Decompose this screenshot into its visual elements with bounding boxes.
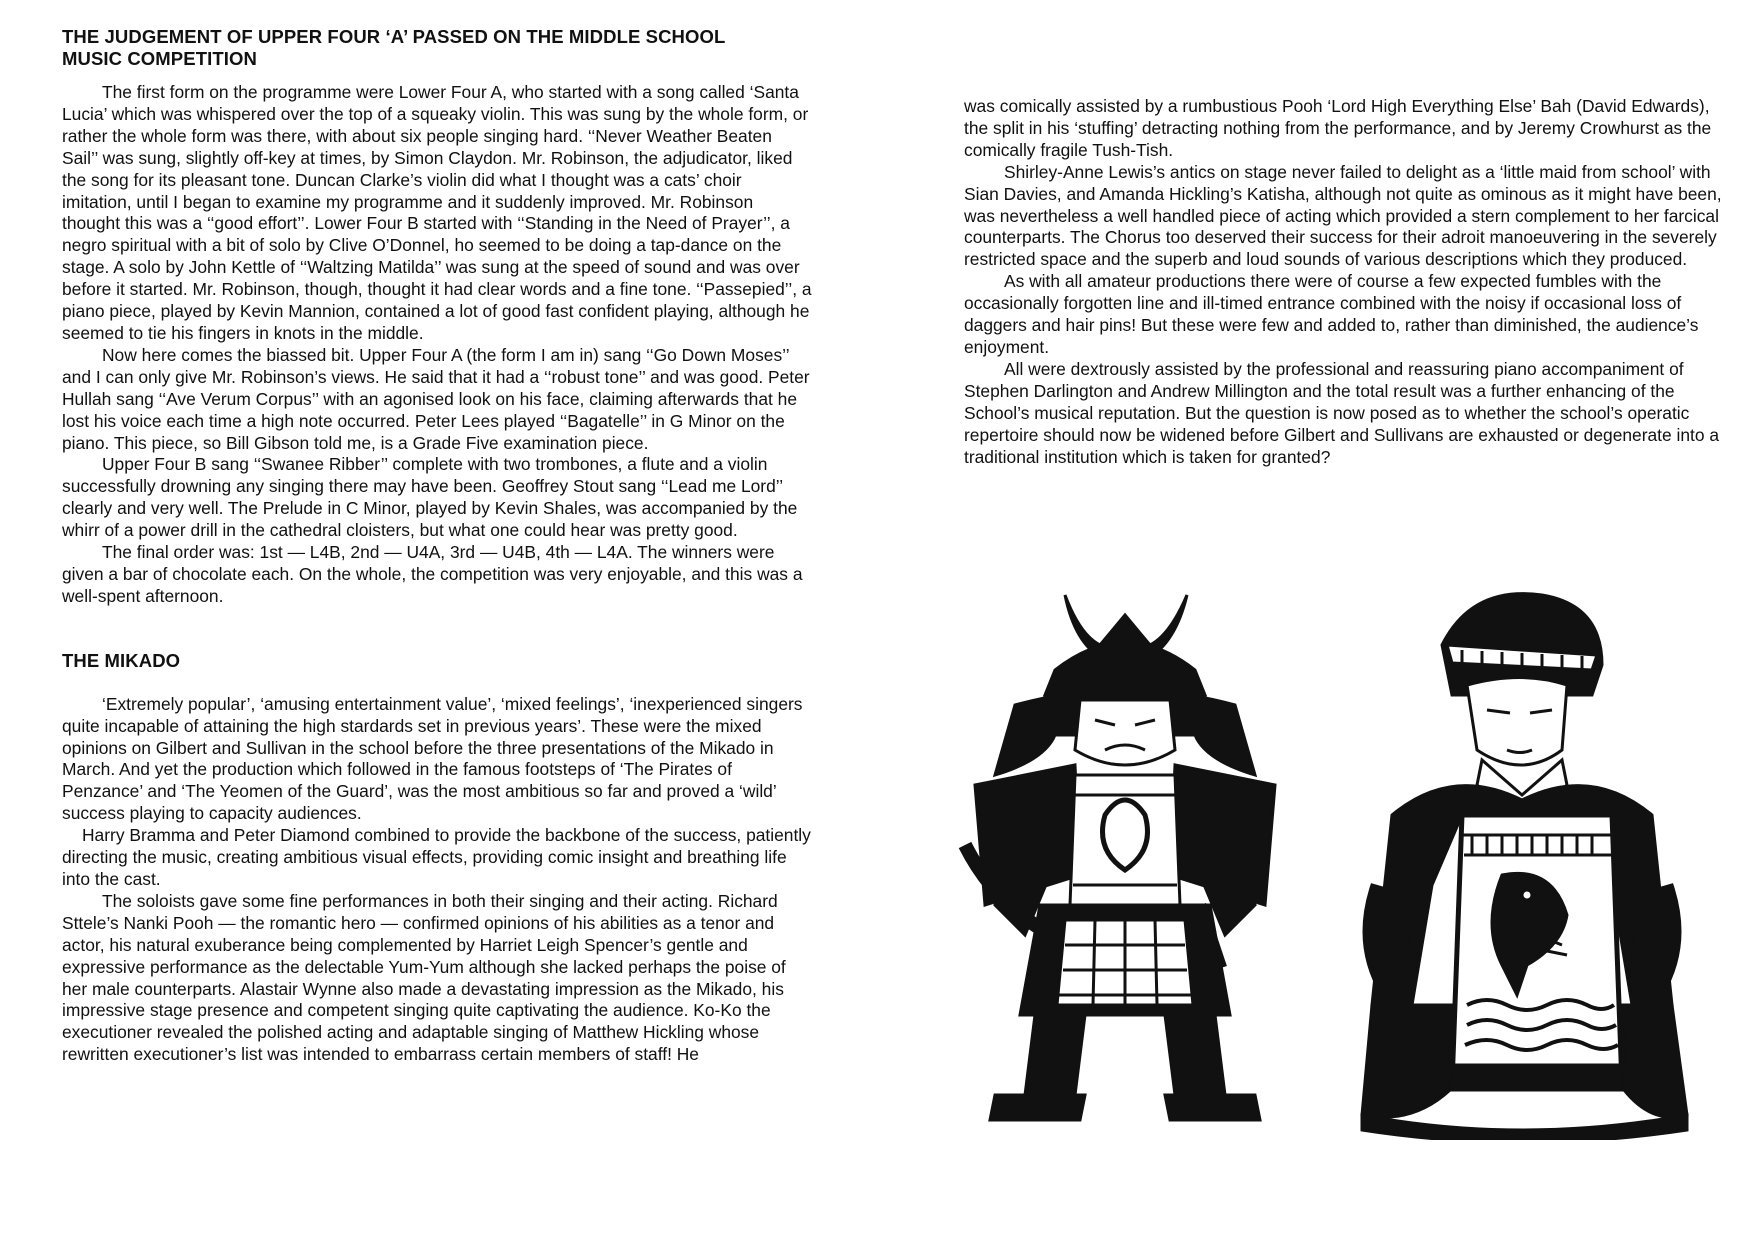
judgement-heading [62,26,812,70]
judgement-paragraph: Now here comes the biassed bit. Upper Four A (the form I am in) sang ‘‘Go Down Moses’’ and I can only give Mr. Robinson’s views. He said that it had a ‘‘robust tone’’ and was good. Peter Hullah sang ‘‘Ave Verum Corpus’’ with an agonised look on his face, claiming afterwards that he lost his voice each time a high note occurred. Peter Lees played ‘‘Bagatelle’’ in G Minor on the piano. This piece, so Bill Gibson told me, is a Grade Five examination piece. [62,344,810,453]
mikado-paragraph: The soloists gave some fine performances in both their singing and their acting. Richard Sttele’s Nanki Pooh — the romantic hero — confirmed opinions of his abilities as a tenor and actor, his natural exuberance being complemented by Harriet Leigh Spencer’s gentle and expressive performance as the delectable Yum-Yum although she lacked perhaps the poise of her male counterparts. Alastair Wynne also made a devastating impression as the Mikado, his impressive stage presence and competent singing quite captivating the audience. Ko-Ko the executioner revealed the polished acting and adaptable singing of Matthew Hickling whose rewritten executioner’s list was intended to embarrass certain members of staff! He [62,890,786,1065]
mikado-heading: THE MIKADO [62,649,181,671]
left-column [62,26,812,1066]
mikado-paragraph: As with all amateur productions there were of course a few expected fumbles with the occasionally forgotten line and ill-timed entrance combined with the noisy if occasional loss of daggers and hair pins! But these were few and added to, rather than diminished, the audience’s enjoyment. [964,271,1699,357]
samurai-illustration [955,575,1295,1140]
judgement-paragraph: Upper Four B sang ‘‘Swanee Ribber’’ complete with two trombones, a flute and a violin successfully drowning any singing there may have been. Geoffrey Stout sang ‘‘Lead me Lord’’ clearly and very well. The Prelude in C Minor, played by Kevin Shales, was accompanied by the whirr of a power drill in the cathedral cloisters, but what one could hear was pretty good. [62,454,798,541]
mikado-article-body-left [62,694,812,1066]
mikado-paragraph: Harry Bramma and Peter Diamond combined to provide the backbone of the success, patiently directing the music, creating ambitious visual effects, providing comic insight and breathing life into the cast. [62,825,811,889]
judgement-paragraph: The first form on the programme were Lower Four A, who started with a song called ‘Santa Lucia’ which was whispered over the top of a squeaky violin. This was sung by the whole form, or rather the whole form was there, with about six people singing hard. ‘‘Never Weather Beaten Sail’’ was sung, slightly off-key at times, by Simon Claydon. Mr. Robinson, the adjudicator, liked the song for its pleasant tone. Duncan Clarke’s violin did what I thought was a cats’ choir imitation, until I began to examine my programme and it suddenly improved. Mr. Robinson thought this was a ‘‘good effort’’. Lower Four B started with ‘‘Standing in the Need of Prayer’’, a negro spiritual with a bit of solo by Clive O’Donnel, ho seemed to be doing a tap-dance on the stage. A solo by John Kettle of ‘‘Waltzing Matilda’’ was sung at the speed of sound and was over before it started. Mr. Robinson, though, thought it had clear words and a fine tone. ‘‘Passepied’’, a piano piece, played by Kevin Mannion, contained a lot of good fast confident playing, although he seemed to tie his fingers in knots in the middle. [62,82,812,343]
geisha-illustration [1352,585,1692,1140]
mikado-paragraph: ‘Extremely popular’, ‘amusing entertainment value’, ‘mixed feelings’, ‘inexperienced singers quite incapable of attaining the high stardards set in previous years’. These were the mixed opinions on Gilbert and Sullivan in the school before the three presentations of the Mikado in March. And yet the production which followed in the famous footsteps of ‘The Pirates of Penzance’ and ‘The Yeomen of the Guard’, was the most ambitious so far and proved a ‘wild’ success playing to capacity audiences. [62,693,803,824]
right-column [964,96,1734,468]
mikado-paragraph: Shirley-Anne Lewis’s antics on stage never failed to delight as a ‘little maid from school’ with Sian Davies, and Amanda Hickling’s Katisha, although not quite as ominous as it might have been, was nevertheless a well handled piece of acting which provided a stern complement to her farcical counterparts. The Chorus too deserved their success for their adroit manoeuvering in the severely restricted space and the superb and loud sounds of various descriptions which they produced. [964,161,1722,270]
mikado-paragraph: All were dextrously assisted by the professional and reassuring piano accompaniment of Stephen Darlington and Andrew Millington and the total result was a further enhancing of the School’s musical reputation. But the question is now posed as to whether the school’s operatic repertoire should now be widened before Gilbert and Sullivans are exhausted or degenerate into a traditional institution which is taken for granted? [964,358,1720,467]
mikado-paragraph: was comically assisted by a rumbustious Pooh ‘Lord High Everything Else’ Bah (David Edwards), the split in his ‘stuffing’ detracting nothing from the performance, and by Jeremy Crowhurst as the comically fragile Tush-Tish. [964,96,1712,160]
judgement-article-body [62,82,812,608]
judgement-paragraph: The final order was: 1st — L4B, 2nd — U4A, 3rd — U4B, 4th — L4A. The winners were given a bar of chocolate each. On the whole, the competition was very enjoyable, and this was a well-spent afternoon. [62,542,803,606]
judgement-heading-line-1: THE JUDGEMENT OF UPPER FOUR ‘A’ PASSED ON THE MIDDLE SCHOOL [62,26,726,47]
judgement-heading-line-2: MUSIC COMPETITION [62,48,257,69]
